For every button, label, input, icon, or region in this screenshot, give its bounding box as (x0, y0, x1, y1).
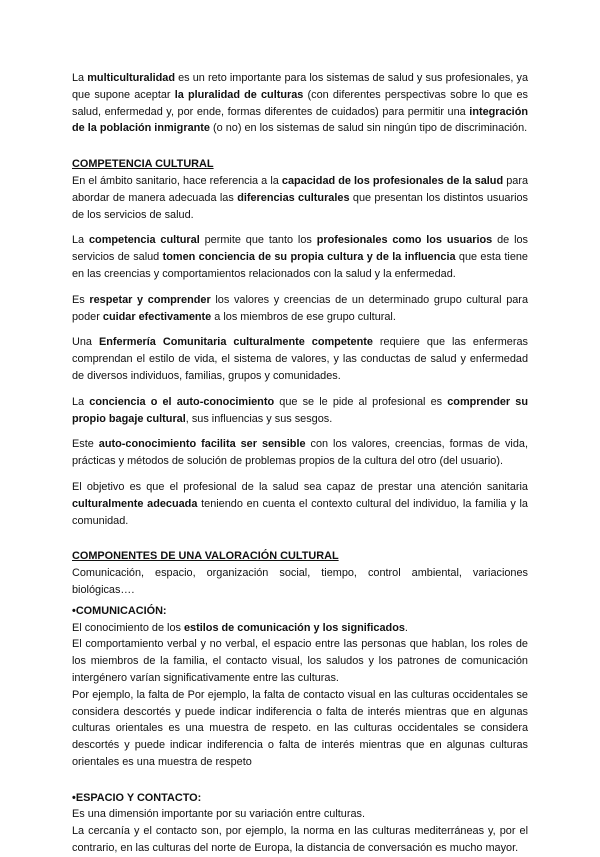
bold-term: Enfermería Comunitaria culturalmente competente (98, 336, 373, 349)
espacio-paragraph: Es una dimensión importante por su variación entre culturas. (72, 808, 365, 821)
componentes-list: Comunicación, espacio, organización social, tiempo, control ambiental, variaciones biológicas…. (72, 567, 528, 596)
bold-term: integración de la población inmigrante (72, 105, 528, 135)
competencia-paragraph: Es respetar y comprender los valores y creencias de un determinado grupo cultural para poder cuidar efectivamente a los miembros de ese grupo cultural. (72, 293, 528, 323)
bold-term: auto-conocimiento facilita ser sensible (98, 438, 306, 451)
competencia-paragraph: Este auto-conocimiento facilita ser sensible con los valores, creencias, formas de vida, prácticas y métodos de solución de problemas propios de la cultura del otro (del usuario). (72, 438, 528, 468)
intro-paragraph: La multiculturalidad es un reto importante para los sistemas de salud y sus profesionales, ya que supone aceptar la pluralidad de culturas (con diferentes perspectivas sobre lo que es salud, enfermedad y, por ende, formas diferentes de cuidados) para permitir una integración de la población inmigrante (o no) en los sistemas de salud sin ningún tipo de discriminación. (72, 72, 528, 135)
bold-term: cuidar efectivamente (102, 310, 212, 323)
comunicacion-paragraph: El comportamiento verbal y no verbal, el espacio entre las personas que hablan, los roles de los miembros de la familia, el contacto visual, los saludos y los patrones de comunicación intergénero varían significativamente entre las culturas. (72, 638, 528, 684)
bold-term: culturalmente adecuada (72, 497, 198, 510)
bold-term: capacidad de los profesionales de la salud (281, 174, 504, 187)
bold-term: diferencias culturales (237, 191, 350, 204)
espacio-paragraph: La cercanía y el contacto son, por ejemplo, la norma en las culturas mediterráneas y, por el contrario, en las culturas del norte de Europa, la distancia de conversación es mucho mayor. (72, 825, 528, 855)
bold-term: conciencia o el auto-conocimiento (89, 395, 275, 408)
bold-term: multiculturalidad (87, 72, 175, 84)
comunicacion-heading: •COMUNICACIÓN: (72, 604, 167, 617)
bold-term: estilos de comunicación y los significados (184, 621, 405, 634)
bold-term: competencia cultural (88, 234, 200, 247)
competencia-cultural-heading: COMPETENCIA CULTURAL (72, 158, 214, 171)
comunicacion-paragraph: El conocimiento de los estilos de comunicación y los significados. (72, 621, 408, 634)
competencia-paragraph: Una Enfermería Comunitaria culturalmente competente requiere que las enfermeras comprendan el estilo de vida, el sistema de valores, y las conductas de salud y enfermedad de diversos individuos, familias, grupos y comunidades. (72, 336, 528, 382)
componentes-heading: COMPONENTES DE UNA VALORACIÓN CULTURAL (72, 550, 339, 563)
bold-term: respetar y comprender (89, 293, 211, 306)
bold-term: comprender su propio bagaje cultural (72, 395, 529, 425)
comunicacion-paragraph: Por ejemplo, la falta de Por ejemplo, la falta de contacto visual en las culturas occidentales se considera descortés y puede indicar indiferencia o falta de interés mientras que en algunas culturas orientales es una muestra de respeto. en las culturas occidentales se considera descortés y puede indicar indiferencia o falta de interés mientras que en algunas culturas orientales es una muestra de respeto (72, 688, 528, 768)
competencia-paragraph: El objetivo es que el profesional de la salud sea capaz de prestar una atención sanitaria culturalmente adecuada teniendo en cuenta el contexto cultural del individuo, la familia y la comunidad. (72, 480, 528, 527)
competencia-paragraph: La competencia cultural permite que tanto los profesionales como los usuarios de los servicios de salud tomen conciencia de su propia cultura y de la influencia que esta tiene en las creencias y comportamientos relacionados con la salud y la enfermedad. (72, 234, 529, 280)
competencia-paragraph: En el ámbito sanitario, hace referencia a la capacidad de los profesionales de la salud para abordar de manera adecuada las diferencias culturales que presentan los distintos usuarios de los servicios de salud. (72, 174, 529, 221)
bold-term: la pluralidad de culturas (174, 88, 304, 101)
competencia-paragraph: La conciencia o el auto-conocimiento que se le pide al profesional es comprender su propio bagaje cultural, sus influencias y sus sesgos. (72, 395, 529, 425)
espacio-contacto-heading: •ESPACIO Y CONTACTO: (72, 791, 202, 804)
bold-term: profesionales como los usuarios (316, 234, 493, 247)
bold-term: tomen conciencia de su propia cultura y de la influencia (162, 251, 456, 264)
